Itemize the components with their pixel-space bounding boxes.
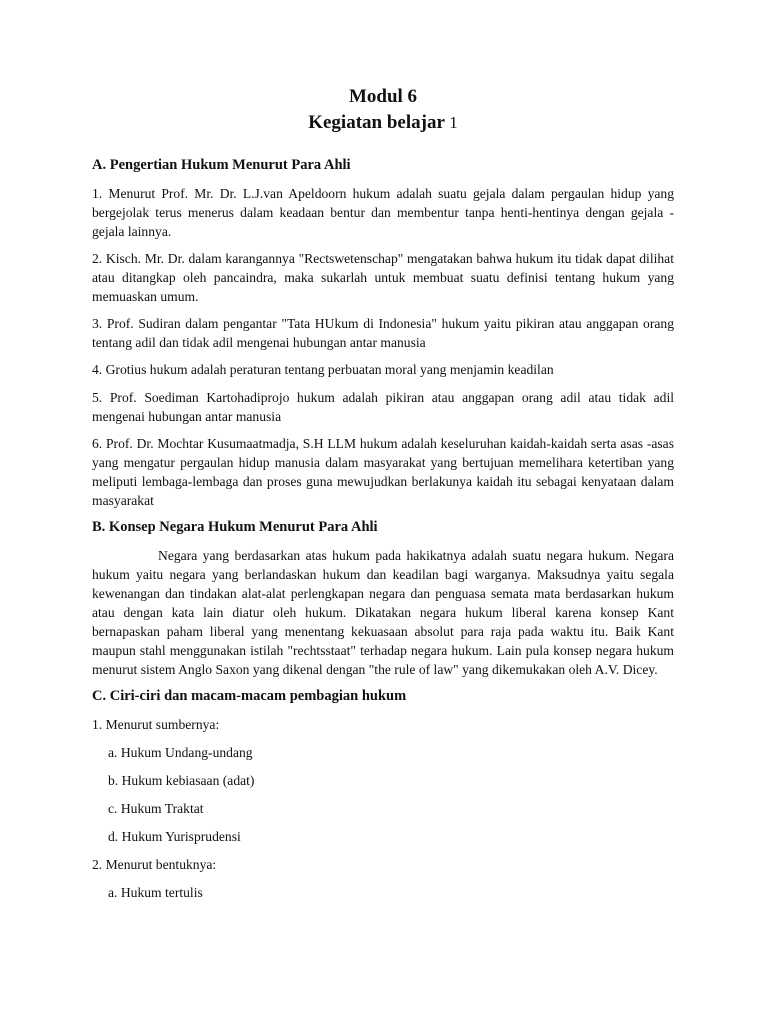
section-a-paragraph-6: 6. Prof. Dr. Mochtar Kusumaatmadja, S.H LLM hukum adalah keseluruhan kaidah-kaidah serta asas -asas yang mengatur pergaulan hidup manusia dalam masyarakat yang bertujuan memelihara ketertiban yang meliputi lembaga-lembaga dan proses guna mewujudkan berlakunya kaidah itu sebagai kenyataan dalam masyarakat <box>92 436 674 508</box>
section-b-heading: B. Konsep Negara Hukum Menurut Para Ahli <box>92 519 378 535</box>
section-a-paragraph-2: 2. Kisch. Mr. Dr. dalam karangannya "Rectswetenschap" mengatakan bahwa hukum itu tidak dapat dilihat atau ditangkap oleh pancaindra, maka sukarlah untuk membuat suatu definisi tentang hukum yang memuaskan umum. <box>92 251 674 304</box>
list-item: b. Hukum kebiasaan (adat) <box>108 773 255 788</box>
section-a-paragraph-1: 1. Menurut Prof. Mr. Dr. L.J.van Apeldoorn hukum adalah suatu gejala dalam pergaulan hidup yang bergejolak terus menerus dalam keadaan bentur dan membentur tanpa henti-hentinya dengan gejala - gejala lainnya. <box>92 186 674 239</box>
list-item: c. Hukum Traktat <box>108 801 204 816</box>
section-b-paragraph: Negara yang berdasarkan atas hukum pada hakikatnya adalah suatu negara hukum. Negara hukum yaitu negara yang berlandaskan hukum dan keadilan bagi warganya. Maksudnya yaitu segala kewenangan dan tindakan alat-alat perlengkapan negara dan penguasa semata mata berdasarkan hukum atau dengan kata lain diatur oleh hukum. Dikatakan negara hukum liberal karena konsep Kant bernapaskan paham liberal yang menentang kekuasaan absolut para raja pada waktu itu. Baik Kant maupun stahl menggunakan istilah "rechtsstaat" terhadap negara hukum. Lain pula konsep negara hukum menurut sistem Anglo Saxon yang dikenal dengan "the rule of law" yang dikemukakan oleh A.V. Dicey. <box>92 548 674 677</box>
section-a-heading: A. Pengertian Hukum Menurut Para Ahli <box>92 157 351 173</box>
list-item: d. Hukum Yurisprudensi <box>108 829 241 844</box>
subtitle-number: 1 <box>449 113 458 132</box>
section-a-paragraph-4: 4. Grotius hukum adalah peraturan tentang perbuatan moral yang menjamin keadilan <box>92 362 554 377</box>
section-a-paragraph-3: 3. Prof. Sudiran dalam pengantar "Tata HUkum di Indonesia" hukum yaitu pikiran atau anggapan orang tentang adil dan tidak adil mengenai hubungan antar manusia <box>92 316 674 350</box>
module-title: Modul 6 <box>348 86 418 107</box>
list-item: a. Hukum tertulis <box>108 885 203 900</box>
list-item: a. Hukum Undang-undang <box>108 745 253 760</box>
section-a-paragraph-5: 5. Prof. Soediman Kartohadiprojo hukum adalah pikiran atau anggapan orang adil atau tidak adil mengenai hubungan antar manusia <box>92 390 674 424</box>
title-block <box>92 84 674 136</box>
subtitle-text: Kegiatan belajar <box>308 112 445 133</box>
section-c-heading: C. Ciri-ciri dan macam-macam pembagian hukum <box>92 688 407 704</box>
list-group-2-label: 2. Menurut bentuknya: <box>92 857 217 872</box>
module-subtitle <box>92 110 674 136</box>
list-group-1-label: 1. Menurut sumbernya: <box>92 717 220 732</box>
